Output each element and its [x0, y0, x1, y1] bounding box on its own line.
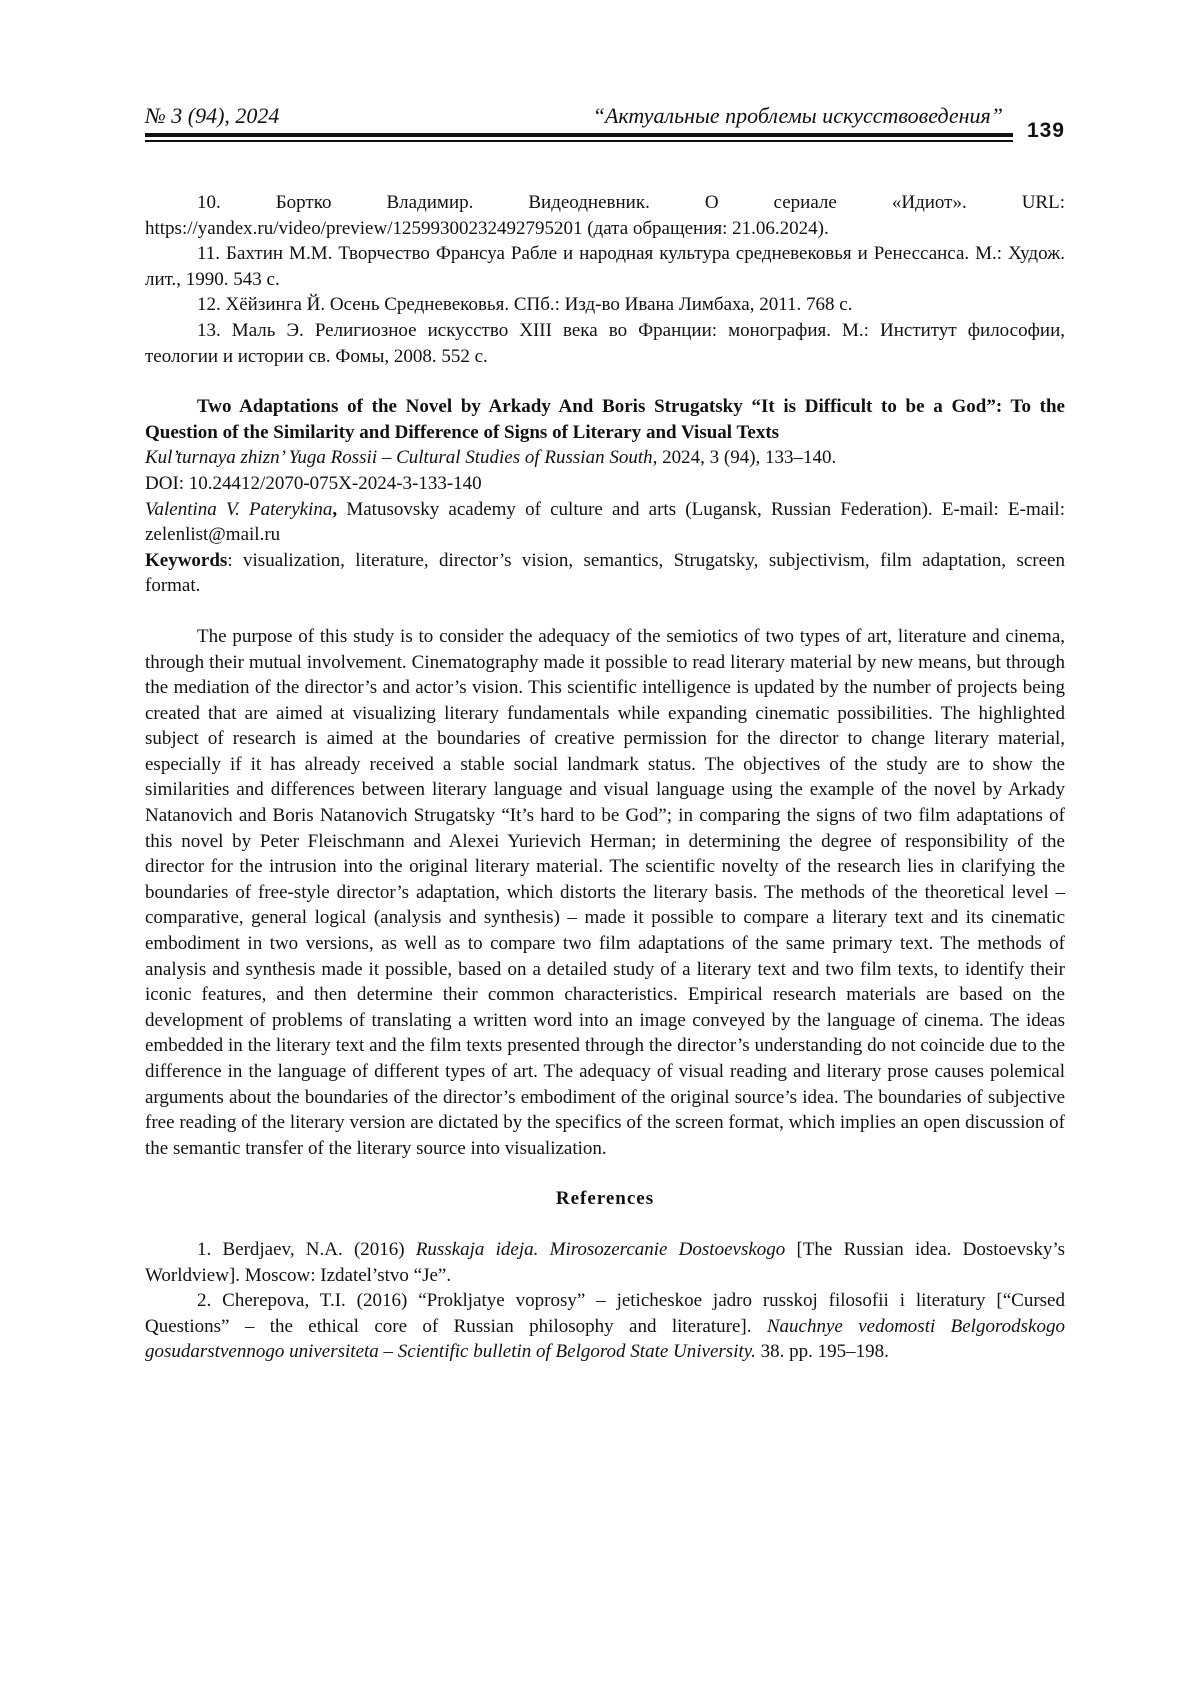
spacer [145, 1161, 1065, 1186]
journal-name: Kul’turnaya zhizn’ Yuga Rossii – Cultural Studies of Russian South, [145, 447, 658, 469]
doi: DOI: 10.24412/2070-075X-2024-3-133-140 [145, 472, 482, 494]
author-separator: , [332, 498, 338, 520]
reference-1 [145, 1237, 1065, 1288]
keywords-line [145, 548, 1065, 599]
running-header [145, 103, 1065, 143]
spacer [145, 599, 1065, 624]
header-rule-thin [145, 140, 1013, 142]
journal-reference [145, 445, 1065, 471]
ru-reference-13: 13. Маль Э. Религиозное искусство XIII века во Франции: монография. М.: Институт философии, теологии и истории св. Фомы, 2008. 552 с. [145, 319, 1065, 367]
reference-2-authors: 2. Cherepova, T.I. (2016) “Prokljatye voprosy” – jeticheskoe jadro russkoj filosofii i literatury [“Cursed Questions” – the ethical core of Russian philosophy and literature]. [145, 1290, 1065, 1337]
author-affiliation: Matusovsky academy of culture and arts (Lugansk, Russian Federation). E-mail: E-mail: zelenlist@mail.ru [145, 498, 1065, 546]
references-heading: References [555, 1188, 655, 1210]
ru-reference-11: 11. Бахтин М.М. Творчество Франсуа Рабле и народная культура средневековья и Ренессанса. М.: Худож. лит., 1990. 543 с. [145, 243, 1065, 290]
page-number: 139 [1026, 119, 1065, 142]
header-rule-thick [145, 133, 1013, 137]
reference-1-details: [The Russian idea. Dostoevsky’s Worldview]. Moscow: Izdatel’stvo “Je”. [145, 1238, 1065, 1286]
reference-2 [145, 1288, 1065, 1365]
page-body [145, 190, 1065, 1365]
journal-title: “Актуальные проблемы искусствоведения” [592, 103, 1003, 128]
author-line [145, 497, 1065, 548]
author-name: Valentina V. Paterykina [145, 498, 333, 520]
spacer [145, 369, 1065, 394]
ru-reference-12: 12. Хёйзинга Й. Осень Средневековья. СПб.: Изд-во Ивана Лимбаха, 2011. 768 с. [197, 294, 853, 316]
reference-1-title: Russkaja ideja. Mirosozercanie Dostoevskogo [415, 1238, 786, 1260]
article-title: Two Adaptations of the Novel by Arkady And Boris Strugatsky “It is Difficult to be a God”: To the Question of the Similarity and Difference of Signs of Literary and Visual Texts [145, 396, 1065, 443]
issue-number: № 3 (94), 2024 [145, 103, 280, 128]
reference-2-journal: Nauchnye vedomosti Belgorodskogo gosudarstvennogo universiteta – Scientific bulletin of Belgorod State University. [145, 1315, 1065, 1363]
journal-issue: 2024, 3 (94), 133–140. [657, 447, 837, 469]
keywords-list: : visualization, literature, director’s vision, semantics, Strugatsky, subjectivism, film adaptation, screen format. [145, 549, 1065, 597]
spacer [145, 1212, 1065, 1237]
reference-1-authors: 1. Berdjaev, N.A. (2016) [197, 1238, 416, 1260]
reference-2-details: 38. pp. 195–198. [755, 1341, 889, 1363]
ru-reference-10: 10. Бортко Владимир. Видеодневник. О сериале «Идиот». URL: https://yandex.ru/video/preview/12599300232492795201 (дата обращения: 21.06.2024). [145, 192, 1065, 239]
keywords-label: Keywords [145, 549, 228, 571]
abstract: The purpose of this study is to consider the adequacy of the semiotics of two types of art, literature and cinema, through their mutual involvement. Cinematography made it possible to read literary material by new means, but through the mediation of the director’s and actor’s vision. This scientific intelligence is updated by the number of projects being created that are aimed at visualizing literary fundamentals while expanding cinematic possibilities. The highlighted subject of research is aimed at the boundaries of creative permission for the director to change literary material, especially if it has already received a stable social landmark status. The objectives of the study are to show the similarities and differences between literary language and visual language using the example of the novel by Arkady Natanovich and Boris Natanovich Strugatsky “It’s hard to be God”; in comparing the signs of two film adaptations of this novel by Peter Fleischmann and Alexei Yurievich Herman; in determining the degree of responsibility of the director for the intrusion into the original literary material. The scientific novelty of the research lies in clarifying the boundaries of free-style director’s adaptation, which distorts the literary basis. The methods of the theoretical level – comparative, general logical (analysis and synthesis) – made it possible to compare a literary text and its cinematic embodiment in two versions, as well as to compare two film adaptations of the same primary text. The methods of analysis and synthesis made it possible, based on a detailed study of a literary text and two film texts, to identify their iconic features, and then determine their common characteristics. Empirical research materials are based on the development of problems of translating a written word into an image conveyed by the language of cinema. The ideas embedded in the literary text and the film texts presented through the director’s understanding do not coincide due to the difference in the language of different types of art. The adequacy of visual reading and literary prose causes polemical arguments about the boundaries of the director’s embodiment of the original source’s idea. The boundaries of subjective free reading of the literary version are dictated by the specifics of the screen format, which implies an open discussion of the semantic transfer of the literary source into visualization. [145, 625, 1065, 1159]
